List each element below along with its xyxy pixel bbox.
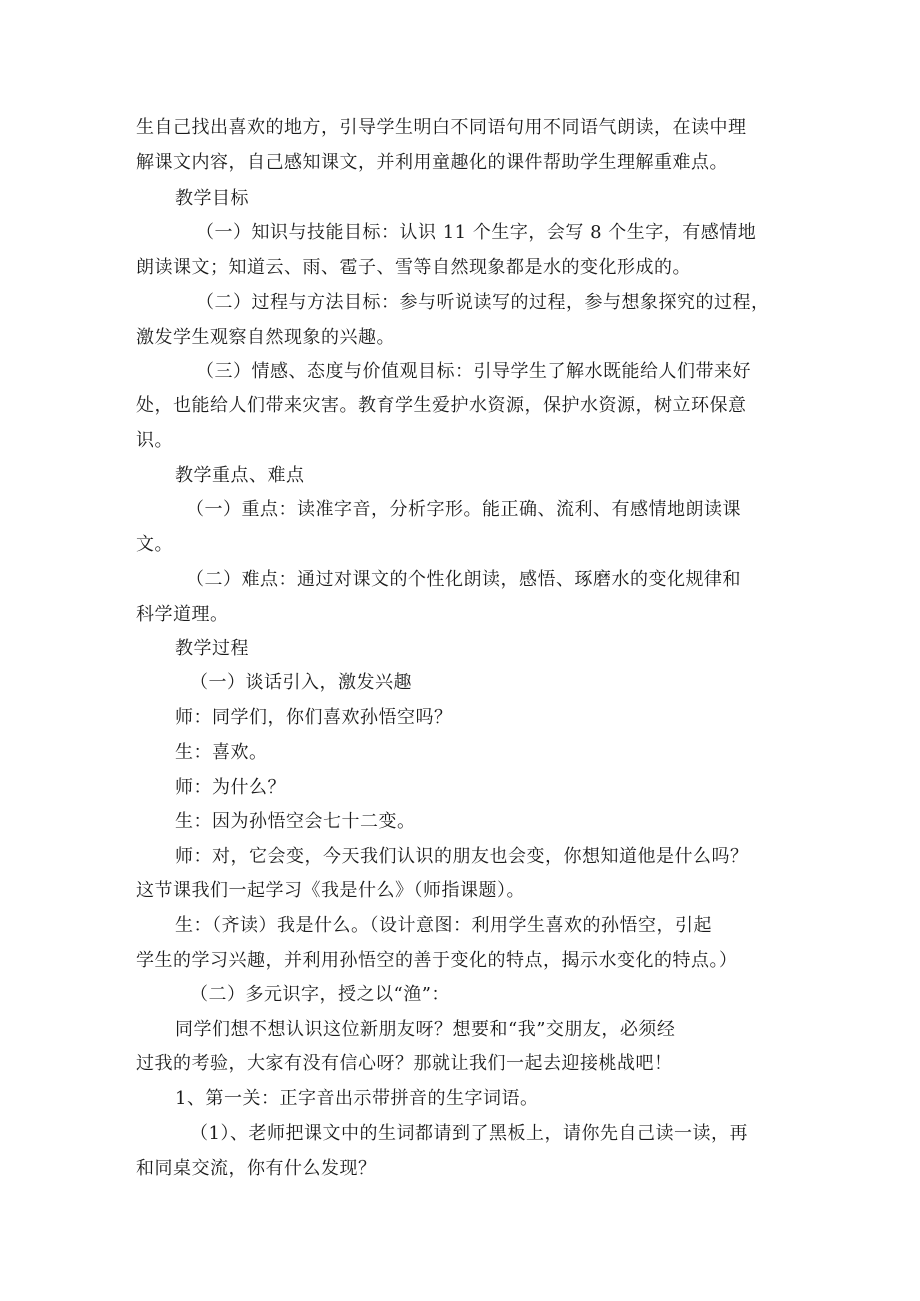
text-line: （二）过程与方法目标：参与听说读写的过程，参与想象探究的过程， <box>196 292 770 313</box>
subsection-heading: （一）谈话引入，激发兴趣 <box>190 672 412 693</box>
text-line: 朗读课文；知道云、雨、雹子、雪等自然现象都是水的变化形成的。 <box>136 257 691 278</box>
text-line: 解课文内容，自己感知课文，并利用童趣化的课件帮助学生理解重难点。 <box>136 152 728 173</box>
text-line: （二）难点：通过对课文的个性化朗读，感悟、琢磨水的变化规律和 <box>186 569 741 590</box>
text-line: 同学们想不想认识这位新朋友呀？想要和“我”交朋友，必须经 <box>175 1019 676 1040</box>
text-line: 过我的考验，大家有没有信心呀？那就让我们一起去迎接桃战吧！ <box>136 1053 673 1074</box>
dialogue-line: 师：对，它会变，今天我们认识的朋友也会变，你想知道他是什么吗？ <box>175 846 749 867</box>
dialogue-line: 生：因为孙悟空会七十二变。 <box>175 811 416 832</box>
text-line: 学生的学习兴趣，并利用孙悟空的善于变化的特点，揭示水变化的特点。） <box>136 950 738 971</box>
text-line: 科学道理。 <box>136 604 229 625</box>
text-line: 处，也能给人们带来灾害。教育学生爱护水资源，保护水资源，树立环保意 <box>136 395 747 416</box>
text-line: 这节课我们一起学习《我是什么》（师指课题）。 <box>136 880 525 901</box>
text-line: 和同桌交流，你有什么发现？ <box>136 1158 377 1179</box>
text-line: 激发学生观察自然现象的兴趣。 <box>136 327 395 348</box>
dialogue-line: 生：喜欢。 <box>175 742 268 763</box>
dialogue-line: 师：为什么？ <box>175 777 286 798</box>
text-line: 识。 <box>136 430 173 451</box>
text-line: （一）知识与技能目标：认识 11 个生字，会写 8 个生字，有感情地 <box>196 222 757 243</box>
section-heading: 教学目标 <box>175 188 249 209</box>
text-line: 生自己找出喜欢的地方，引导学生明白不同语句用不同语气朗读，在读中理 <box>136 117 747 138</box>
text-line: （1）、老师把课文中的生词都请到了黑板上，请你先自己读一读，再 <box>190 1123 748 1144</box>
text-line: 文。 <box>136 534 173 555</box>
text-line: 1、第一关：正字音出示带拼音的生字词语。 <box>175 1088 539 1109</box>
dialogue-line: 生：（齐读）我是什么。（设计意图：利用学生喜欢的孙悟空，引起 <box>175 915 712 936</box>
subsection-heading: （二）多元识字，授之以“渔”： <box>190 984 450 1005</box>
section-heading: 教学过程 <box>175 638 249 659</box>
section-heading: 教学重点、难点 <box>175 465 305 486</box>
text-line: （一）重点：读准字音，分析字形。能正确、流利、有感情地朗读课 <box>186 499 741 520</box>
text-line: （三）情感、态度与价值观目标：引导学生了解水既能给人们带来好 <box>196 361 751 382</box>
dialogue-line: 师：同学们，你们喜欢孙悟空吗？ <box>175 707 453 728</box>
